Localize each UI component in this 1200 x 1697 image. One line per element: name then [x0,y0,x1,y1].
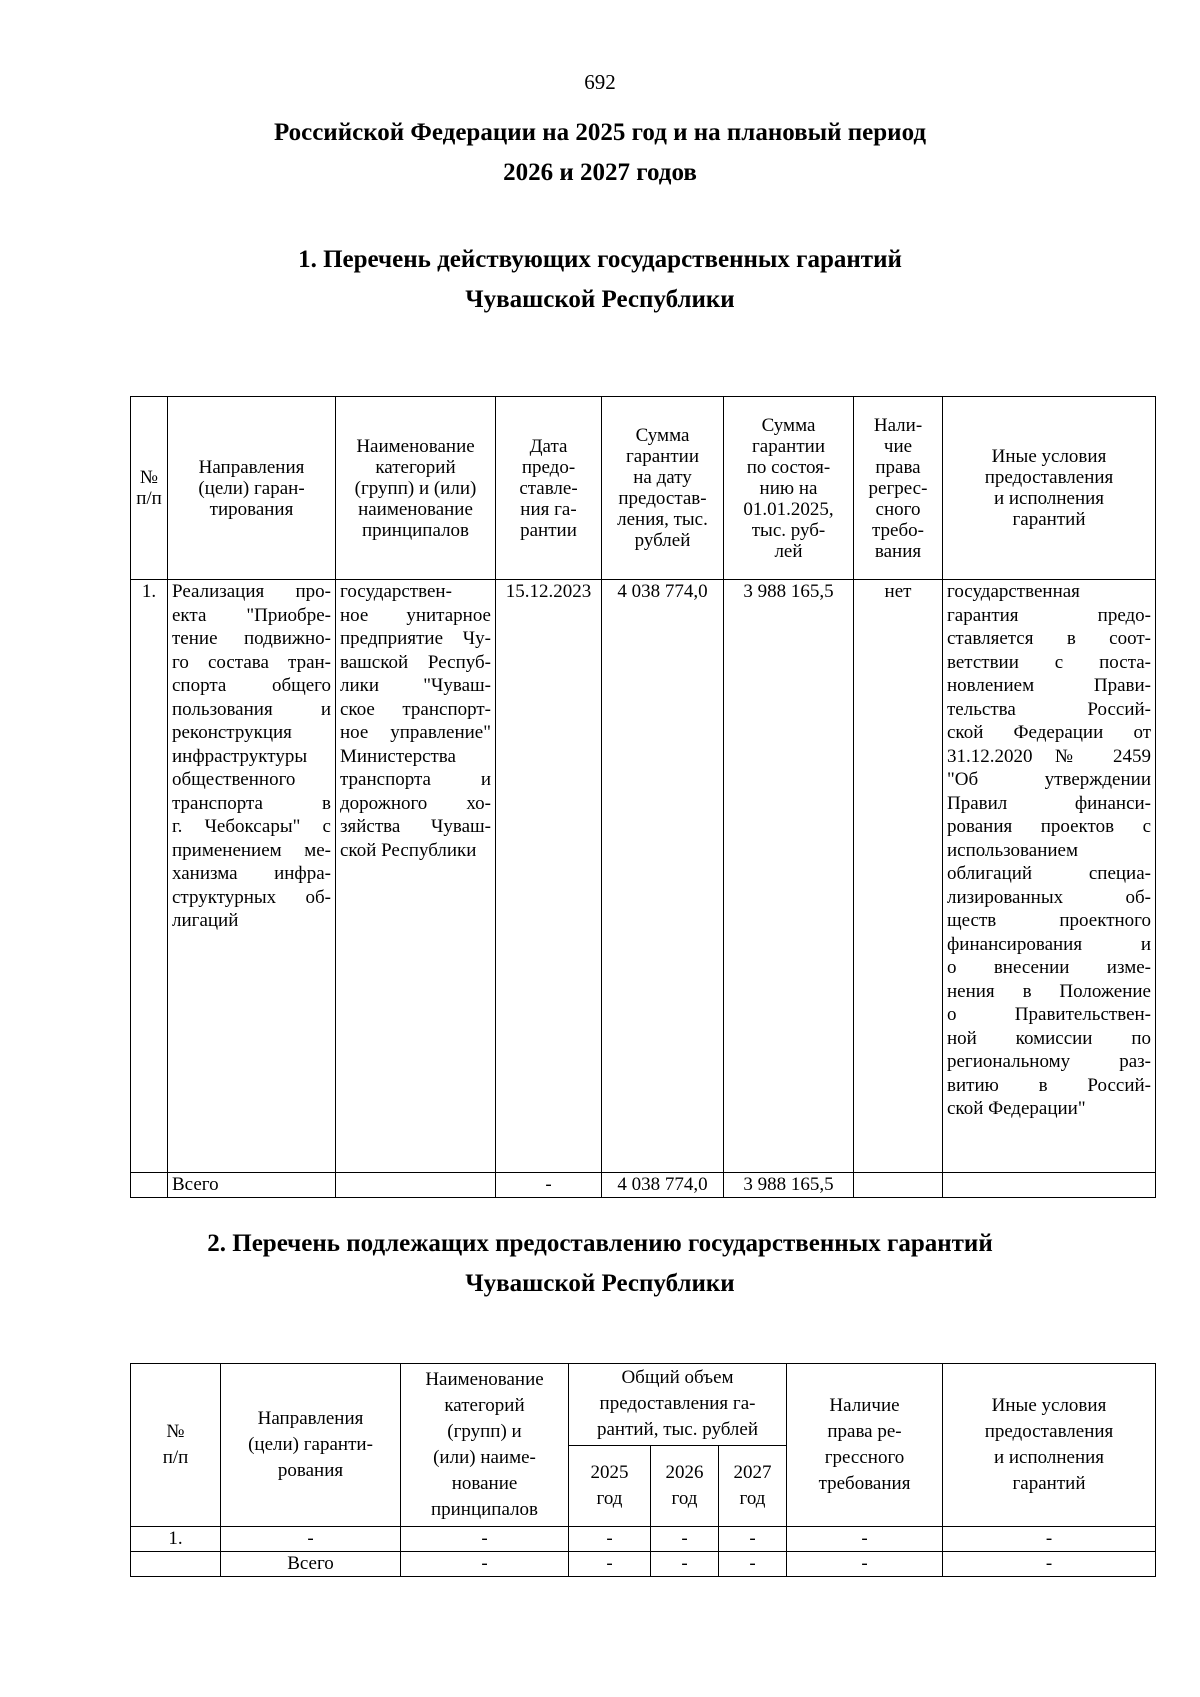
text-line: 2026 [665,1461,704,1483]
text-line: ное унитарное [340,604,491,626]
total-num [131,1173,168,1198]
table-total-row [131,1173,1156,1198]
text-line: региональному раз- [947,1051,1151,1072]
text-line: наименование [358,498,473,520]
text-line: Наименование [356,435,475,457]
text-line: о внесении изме- [947,957,1151,978]
header-year-2027 [719,1445,787,1527]
header-num [131,1364,221,1527]
text-line: принципалов [361,519,470,541]
header-year-2026 [651,1445,719,1527]
text-line: 2027 [733,1461,772,1483]
text-line: ской Республики [340,839,477,861]
text-line: (групп) и [447,1421,522,1442]
text-line: рублей [634,530,691,551]
text-line: сного [875,498,921,520]
text-line: Правил финанси- [947,792,1151,814]
text-line: ния га- [520,498,577,520]
row-sum-issue: 4 038 774,0 [602,580,724,1173]
document-title-line: Российской Федерации на 2025 год и на плановый период [273,119,927,146]
text-line: (цели) гаран- [198,477,305,499]
text-line: и исполнения [993,488,1105,509]
text-line: вашской Респуб- [340,651,491,673]
text-line: год [739,1487,766,1509]
text-line: грессного [824,1447,905,1468]
text-line: права [875,456,921,478]
text-line: рантии [520,519,577,541]
text-line: пользования и [172,698,331,720]
text-line: нения в Положение [947,980,1151,1002]
total-label: Всего [221,1552,401,1577]
total-sum-current: 3 988 165,5 [724,1173,854,1198]
text-line: Общий объем [621,1367,734,1389]
text-line: предоставления га- [599,1393,756,1415]
text-line: государственная [947,581,1080,602]
text-line: рования [277,1460,344,1481]
text-line: Наличие [829,1395,900,1416]
text-line: категорий [375,456,456,478]
header-date [496,397,602,580]
text-line: использованием [947,839,1079,861]
text-line: транспорта и [340,769,491,790]
document-title [0,113,1200,193]
header-principal [336,397,496,580]
text-line: реконструкция [172,722,292,743]
total-label: Всего [168,1173,336,1198]
text-line: права ре- [827,1421,902,1442]
total-conditions: - [943,1552,1156,1577]
text-line: ставляется в соот- [947,628,1151,649]
text-line: ханизма инфра- [172,863,331,884]
total-num [131,1552,221,1577]
row-recourse: - [787,1527,943,1552]
text-line: Направления [198,456,305,478]
text-line: тение подвижно- [172,628,331,649]
header-year-2025 [569,1445,651,1527]
text-line: дорожного хо- [340,792,491,814]
text-line: нование [451,1473,518,1494]
text-line: лигаций [172,910,239,931]
row-conditions [943,580,1156,1173]
total-recourse: - [787,1552,943,1577]
section1-title [0,240,1200,320]
row-year-2026: - [651,1527,719,1552]
text-line: 31.12.2020 № 2459 [947,745,1151,767]
header-conditions [943,397,1156,580]
text-line: и исполнения [993,1447,1105,1468]
row-conditions: - [943,1527,1156,1552]
text-line: Реализация про- [172,581,331,602]
page-number: 692 [584,70,616,94]
text-line: ской Федерации" [947,1098,1086,1119]
text-line: общественного [172,769,296,790]
header-direction [221,1364,401,1527]
text-line: по состоя- [746,456,831,478]
row-date: 15.12.2023 [496,580,602,1173]
text-line: п/п [162,1447,189,1468]
text-line: предоставления [984,1421,1114,1442]
text-line: рования проектов с [947,816,1151,837]
text-line: принципалов [430,1499,539,1520]
text-line: Нали- [873,414,923,436]
row-num: 1. [131,580,168,1173]
text-line: гарантии [626,446,699,467]
section2-title [0,1224,1200,1304]
total-year-2025: - [569,1552,651,1577]
text-line: г. Чебоксары" с [172,816,331,837]
text-line: вания [874,540,922,562]
text-line: Сумма [635,425,690,446]
table-row [131,1527,1156,1552]
text-line: лей [774,540,803,562]
header-num [131,397,168,580]
text-line: гарантий [1012,1473,1086,1494]
header-recourse [854,397,943,580]
text-line: (или) наиме- [433,1447,536,1468]
text-line: Сумма [761,414,816,436]
row-principal [336,580,496,1173]
total-sum-issue: 4 038 774,0 [602,1173,724,1198]
header-conditions [943,1364,1156,1527]
row-num: 1. [131,1527,221,1552]
table-total-row [131,1552,1156,1577]
text-line: ществ проектного [947,910,1151,931]
text-line: Наименование [425,1369,544,1390]
total-principal [336,1173,496,1198]
text-line: год [671,1487,698,1509]
text-line: № [139,467,159,488]
total-conditions [943,1173,1156,1198]
header-sum-issue [602,397,724,580]
text-line: спорта общего [172,675,331,696]
text-line: год [596,1487,623,1509]
text-line: требования [818,1473,911,1494]
text-line: го состава тран- [172,651,331,673]
text-line: ветствии с поста- [947,651,1151,673]
row-direction [168,580,336,1173]
row-year-2025: - [569,1527,651,1552]
text-line: инфраструктуры [172,745,308,767]
text-line: лики "Чуваш- [340,675,491,696]
text-line: предо- [521,456,576,478]
text-line: гарантия предо- [947,604,1151,626]
header-direction [168,397,336,580]
text-line: ское транспорт- [340,698,491,720]
text-line: Дата [529,435,568,457]
text-line: тирования [209,498,294,520]
section1-title-line: Чувашской Республики [465,286,735,313]
header-recourse [787,1364,943,1527]
total-year-2026: - [651,1552,719,1577]
text-line: транспорта в [172,792,331,814]
table2-header-row [131,1364,1156,1446]
document-title-line: 2026 и 2027 годов [503,159,697,186]
row-direction: - [221,1527,401,1552]
text-line: Министерства [340,745,456,767]
header-principal [401,1364,569,1527]
text-line: требо- [872,519,924,541]
row-recourse: нет [854,580,943,1173]
text-line: 2025 [590,1461,629,1483]
text-line: государствен- [340,581,452,602]
text-line: ставле- [519,477,578,499]
text-line: на дату [633,467,692,488]
text-line: № [166,1421,185,1442]
text-line: Направления [257,1408,364,1429]
section2-title-line: 2. Перечень подлежащих предоставлению государственных гарантий [207,1230,993,1257]
table-row [131,580,1156,1173]
text-line: рантий, тыс. рублей [596,1419,759,1441]
text-line: ления, тыс. [617,509,708,530]
planned-guarantees-table [130,1363,1156,1577]
header-sum-current [724,397,854,580]
text-line: витию в Россий- [947,1074,1151,1096]
text-line: предприятие Чу- [340,628,491,649]
text-line: п/п [136,488,162,509]
section1-title-line: 1. Перечень действующих государственных гарантий [298,246,902,273]
text-line: Иные условия [991,446,1107,467]
text-line: применением ме- [172,839,331,861]
text-line: категорий [444,1395,525,1416]
text-line: ной комиссии по [947,1027,1151,1049]
table1-header-row [131,397,1156,580]
total-principal: - [401,1552,569,1577]
existing-guarantees-table [130,396,1156,1198]
total-date: - [496,1173,602,1198]
row-year-2027: - [719,1527,787,1552]
text-line: зяйства Чуваш- [340,816,491,837]
text-line: нию на [759,477,818,499]
text-line: (групп) и (или) [354,477,477,499]
text-line: екта "Приобре- [172,604,331,626]
text-line: тельства Россий- [947,698,1151,720]
total-recourse [854,1173,943,1198]
text-line: регрес- [868,477,928,499]
text-line: гарантий [1012,509,1086,530]
text-line: чие [883,435,913,457]
text-line: гарантии [752,435,825,457]
text-line: структурных об- [172,886,331,908]
text-line: предостав- [618,488,707,509]
section2-title-line: Чувашской Республики [465,1270,735,1297]
text-line: (цели) гаранти- [248,1434,373,1455]
text-line: финансирования и [947,933,1151,955]
text-line: 01.01.2025, [743,498,834,520]
text-line: лизированных об- [947,886,1151,908]
text-line: Иные условия [991,1395,1107,1416]
text-line: тыс. руб- [751,519,826,541]
total-year-2027: - [719,1552,787,1577]
row-sum-current: 3 988 165,5 [724,580,854,1173]
text-line: ное управление" [340,722,491,743]
row-principal: - [401,1527,569,1552]
text-line: предоставления [984,467,1114,488]
text-line: новлением Прави- [947,675,1151,696]
header-volume [569,1364,787,1446]
text-line: "Об утверждении [947,769,1151,790]
text-line: ской Федерации от [947,722,1151,743]
text-line: о Правительствен- [947,1004,1151,1025]
text-line: облигаций специа- [947,863,1151,884]
